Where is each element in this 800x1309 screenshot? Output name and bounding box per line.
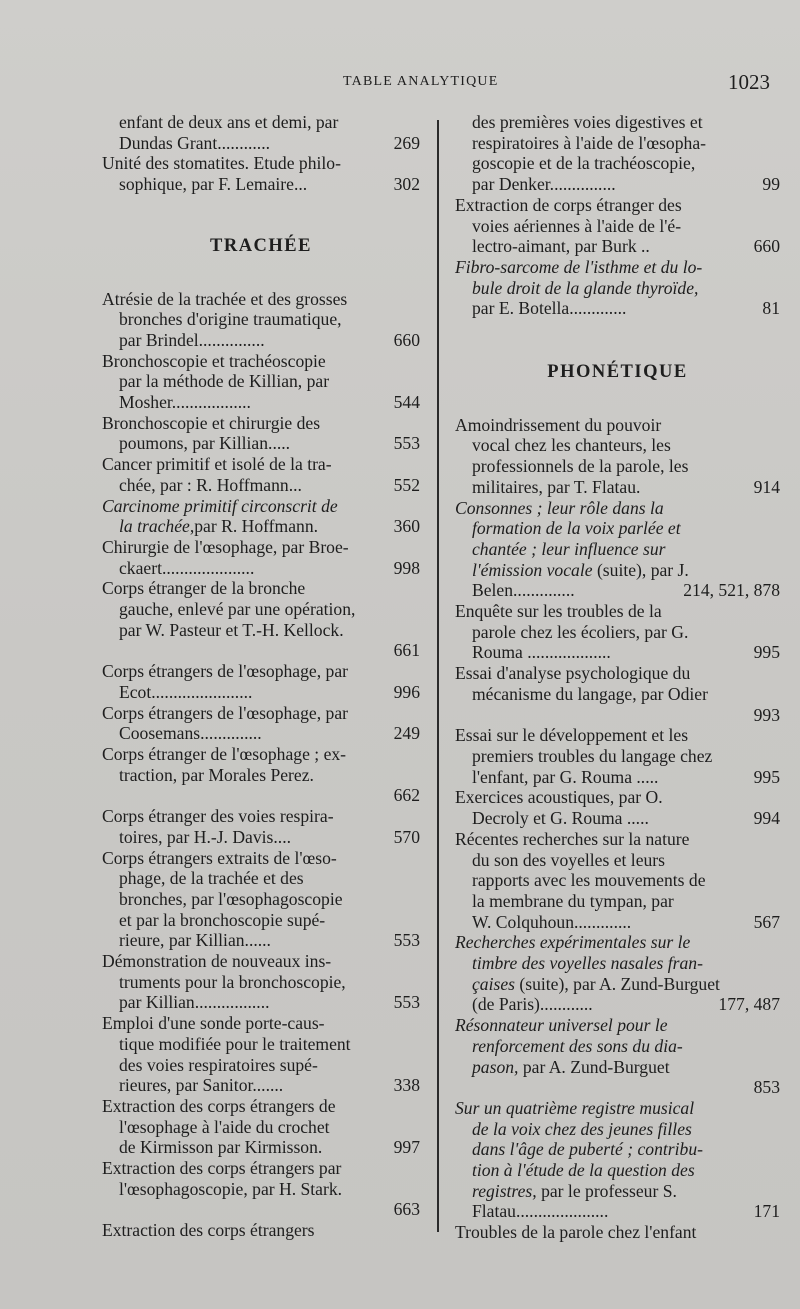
entry-text: Coosemans.............. — [119, 723, 262, 744]
entry-text: l'enfant, par G. Rouma ..... — [472, 766, 659, 787]
entry-title-italic: chantée ; leur influence sur — [472, 538, 666, 559]
entry-text: goscopie et de la trachéoscopie, — [472, 153, 696, 174]
index-entry — [102, 351, 420, 413]
entry-text: Corps étranger de la bronche — [102, 578, 306, 599]
entry-text: Amoindrissement du pouvoir — [455, 414, 662, 435]
index-entry — [455, 257, 780, 319]
page-ref: 249 — [393, 723, 420, 744]
entry-text: Bronchoscopie et chirurgie des — [102, 412, 321, 433]
section-heading-phonetique: PHONÉTIQUE — [547, 362, 688, 383]
entry-title-italic: Recherches expérimentales sur le — [455, 932, 691, 953]
entry-text: enfant de deux ans et demi, par — [119, 112, 339, 132]
entry-text: truments pour la bronchoscopie, — [119, 971, 346, 992]
entry-text: et par la bronchoscopie supé- — [119, 909, 326, 930]
entry-text: Decroly et G. Rouma ..... — [472, 808, 649, 829]
entry-text: bronches d'origine traumatique, — [119, 309, 342, 330]
page-ref: 914 — [753, 476, 780, 497]
index-entry — [102, 703, 420, 744]
index-entry — [455, 787, 780, 828]
entry-text: par A. Zund-Burguet — [518, 1056, 670, 1077]
entry-text: ckaert..................... — [119, 557, 255, 578]
entry-title-italic: de la voix chez des jeunes filles — [472, 1118, 692, 1139]
entry-text: Exercices acoustiques, par O. — [455, 787, 663, 808]
index-entry — [102, 744, 420, 806]
entry-text: premiers troubles du langage chez — [472, 745, 713, 766]
index-entry — [102, 1158, 420, 1220]
page-ref: 171 — [753, 1201, 780, 1222]
index-entry — [455, 415, 780, 498]
index-entry-continued — [455, 112, 780, 195]
page-ref: 81 — [762, 298, 780, 319]
page-ref: 302 — [393, 174, 420, 195]
entry-text: tique modifiée pour le traitement — [119, 1033, 351, 1054]
entry-text: militaires, par T. Flatau. — [472, 476, 641, 497]
entry-title-italic: registres, — [472, 1180, 537, 1201]
entry-text: Emploi d'une sonde porte-caus- — [102, 1013, 325, 1034]
column-divider — [437, 120, 439, 1232]
entry-text: traction, par Morales Perez. — [119, 764, 314, 785]
page-ref: 662 — [393, 785, 420, 806]
entry-text: Essai sur le développement et les — [455, 725, 689, 746]
entry-text: Corps étrangers extraits de l'œso- — [102, 847, 337, 868]
entry-text: Enquête sur les troubles de la — [455, 601, 662, 622]
entry-text: poumons, par Killian..... — [119, 433, 291, 454]
entry-text: rieures, par Sanitor....... — [119, 1075, 284, 1096]
page-ref: 544 — [393, 392, 420, 413]
entry-text: (suite), par J. — [592, 559, 689, 580]
index-entry — [102, 806, 420, 847]
entry-text: phage, de la trachée et des — [119, 868, 304, 889]
entry-text: chée, par : R. Hoffmann... — [119, 474, 302, 495]
entry-text: Belen.............. — [472, 580, 575, 601]
entry-text: Corps étranger de l'œsophage ; ex- — [102, 743, 347, 764]
entry-text: professionnels de la parole, les — [472, 456, 689, 477]
entry-text: Corps étrangers de l'œsophage, par — [102, 661, 348, 682]
page-ref: 553 — [393, 930, 420, 951]
page-ref: 995 — [753, 642, 780, 663]
section-heading-trachee: TRACHÉE — [210, 235, 312, 256]
entry-text: par E. Botella............. — [472, 298, 627, 319]
entry-text: Cancer primitif et isolé de la tra- — [102, 454, 332, 475]
index-entry — [102, 1013, 420, 1096]
page-ref: 567 — [753, 911, 780, 932]
entry-text: voies aériennes à l'aide de l'é- — [472, 215, 682, 236]
page-ref: 360 — [393, 516, 420, 537]
entry-text: du son des voyelles et leurs — [472, 849, 666, 870]
entry-title-italic: timbre des voyelles nasales fran- — [472, 953, 703, 974]
entry-text: gauche, enlevé par une opération, — [119, 599, 356, 620]
index-entry — [102, 1220, 420, 1241]
entry-title-italic: ; contribu- — [622, 1139, 703, 1160]
entry-title-italic: dans l'âge de puberté — [472, 1139, 623, 1160]
right-column — [455, 112, 780, 1243]
index-entry — [102, 496, 420, 537]
page-ref: 338 — [393, 1075, 420, 1096]
entry-text: l'œsophagoscopie, par H. Stark. — [119, 1178, 343, 1199]
page-ref: 570 — [393, 826, 420, 847]
index-entry — [102, 153, 420, 194]
index-entry — [455, 195, 780, 257]
page-ref: 177, 487 — [718, 994, 780, 1015]
entry-title-italic: bule droit de la glande thyroïde, — [472, 277, 699, 298]
entry-text: Unité des stomatites. Etude philo- — [102, 153, 341, 174]
index-entry — [102, 413, 420, 454]
entry-title-italic: renforcement des sons du dia- — [472, 1035, 683, 1056]
entry-text: vocal chez les chanteurs, les — [472, 435, 671, 456]
page-ref: 996 — [393, 681, 420, 702]
page-ref: 99 — [762, 174, 780, 195]
entry-text: Mosher.................. — [119, 392, 251, 413]
index-entry — [455, 498, 780, 602]
page-ref: 663 — [393, 1199, 420, 1220]
entry-text: (de Paris)............ — [472, 994, 593, 1015]
entry-text: de Kirmisson par Kirmisson. — [119, 1137, 323, 1158]
entry-text: par Killian................. — [119, 992, 270, 1013]
entry-text: Corps étranger des voies respira- — [102, 806, 334, 827]
entry-title-italic: formation de la voix parlée et — [472, 518, 681, 539]
entry-title-italic: l'émission vocale — [472, 559, 593, 580]
entry-text: parole chez les écoliers, par G. — [472, 621, 689, 642]
index-entry — [102, 848, 420, 952]
left-column — [102, 112, 420, 1241]
entry-text: sophique, par F. Lemaire... — [119, 174, 308, 195]
index-entry — [455, 1098, 780, 1222]
running-title: TABLE ANALYTIQUE — [343, 74, 499, 89]
entry-text: Extraction de corps étranger des — [455, 194, 682, 215]
entry-title-italic: Consonnes ; leur rôle dans la — [455, 497, 664, 518]
page-ref: 994 — [753, 808, 780, 829]
entry-title-italic: Résonnateur universel pour le — [455, 1015, 668, 1036]
page-number: 1023 — [728, 70, 770, 94]
running-header — [0, 70, 800, 100]
index-entry — [455, 829, 780, 933]
entry-title-italic: Carcinome primitif circonscrit de — [102, 495, 338, 516]
index-entry — [102, 578, 420, 661]
page-ref: 853 — [753, 1077, 780, 1098]
page-ref: 993 — [753, 704, 780, 725]
entry-text: Flatau..................... — [472, 1201, 609, 1222]
entry-text: Troubles de la parole chez l'enfant — [455, 1222, 697, 1243]
entry-text: Récentes recherches sur la nature — [455, 828, 690, 849]
entry-text: par Brindel............... — [119, 329, 265, 350]
entry-text: Chirurgie de l'œsophage, par Broe- — [102, 536, 349, 557]
entry-title-italic: Sur un quatrième registre musical — [455, 1097, 695, 1118]
entry-text: par le professeur S. — [536, 1180, 677, 1201]
entry-title-italic: pason, — [472, 1056, 519, 1077]
entry-text: Essai d'analyse psychologique du — [455, 663, 691, 684]
page-ref: 553 — [393, 992, 420, 1013]
entry-text: des voies respiratoires supé- — [119, 1054, 318, 1075]
index-entry — [102, 537, 420, 578]
index-entry — [102, 289, 420, 351]
index-entry — [455, 601, 780, 663]
entry-text: ,par R. Hoffmann. — [189, 516, 319, 537]
entry-text: Ecot....................... — [119, 681, 253, 702]
entry-text: mécanisme du langage, par Odier — [472, 683, 708, 704]
entry-text: par Denker............... — [472, 174, 616, 195]
entry-text: toires, par H.-J. Davis.... — [119, 826, 291, 847]
entry-text: respiratoires à l'aide de l'œsopha- — [472, 132, 706, 153]
entry-text: Démonstration de nouveaux ins- — [102, 951, 332, 972]
page-ref: 214, 521, 878 — [683, 580, 780, 601]
entry-text: l'œsophage à l'aide du crochet — [119, 1116, 330, 1137]
entry-text: des premières voies digestives et — [472, 112, 703, 132]
index-entry — [102, 661, 420, 702]
entry-title-italic: la trachée — [119, 516, 190, 537]
entry-text: Bronchoscopie et trachéoscopie — [102, 350, 326, 371]
index-entry — [455, 1222, 780, 1243]
entry-text: Extraction des corps étrangers par — [102, 1158, 342, 1179]
page-ref: 660 — [393, 329, 420, 350]
page-ref: 998 — [393, 557, 420, 578]
entry-title-italic: çaises — [472, 973, 515, 994]
entry-text: Corps étrangers de l'œsophage, par — [102, 702, 348, 723]
entry-title-italic: tion à l'étude de la question des — [472, 1160, 695, 1181]
page-ref: 997 — [393, 1137, 420, 1158]
entry-text: Atrésie de la trachée et des grosses — [102, 288, 348, 309]
entry-text: W. Colquhoun............. — [472, 911, 632, 932]
index-entry — [455, 1015, 780, 1098]
entry-text: Extraction des corps étrangers — [102, 1220, 315, 1241]
index-entry — [455, 663, 780, 725]
page-ref: 995 — [753, 766, 780, 787]
entry-text: rapports avec les mouvements de — [472, 870, 706, 891]
entry-text: rieure, par Killian...... — [119, 930, 271, 951]
entry-text: par W. Pasteur et T.-H. Kellock. — [119, 619, 344, 640]
index-entry — [455, 725, 780, 787]
entry-text: bronches, par l'œsophagoscopie — [119, 888, 343, 909]
entry-title-italic: Fibro-sarcome de l'isthme et du lo- — [455, 256, 703, 277]
entry-text: (suite), par A. Zund-Burguet — [515, 973, 720, 994]
entry-text: par la méthode de Killian, par — [119, 371, 330, 392]
index-entry — [102, 454, 420, 495]
entry-text: Dundas Grant............ — [119, 132, 270, 153]
entry-text: lectro-aimant, par Burk .. — [472, 236, 650, 257]
index-entry — [102, 951, 420, 1013]
index-entry-continued — [102, 112, 420, 153]
page-ref: 552 — [393, 474, 420, 495]
entry-text: la membrane du tympan, par — [472, 890, 674, 911]
page-ref: 660 — [753, 236, 780, 257]
index-entry — [455, 932, 780, 1015]
index-entry — [102, 1096, 420, 1158]
entry-text: Extraction des corps étrangers de — [102, 1095, 336, 1116]
page-ref: 269 — [393, 132, 420, 153]
entry-text: Rouma ................... — [472, 642, 611, 663]
page-ref: 661 — [393, 640, 420, 661]
page-ref: 553 — [393, 433, 420, 454]
